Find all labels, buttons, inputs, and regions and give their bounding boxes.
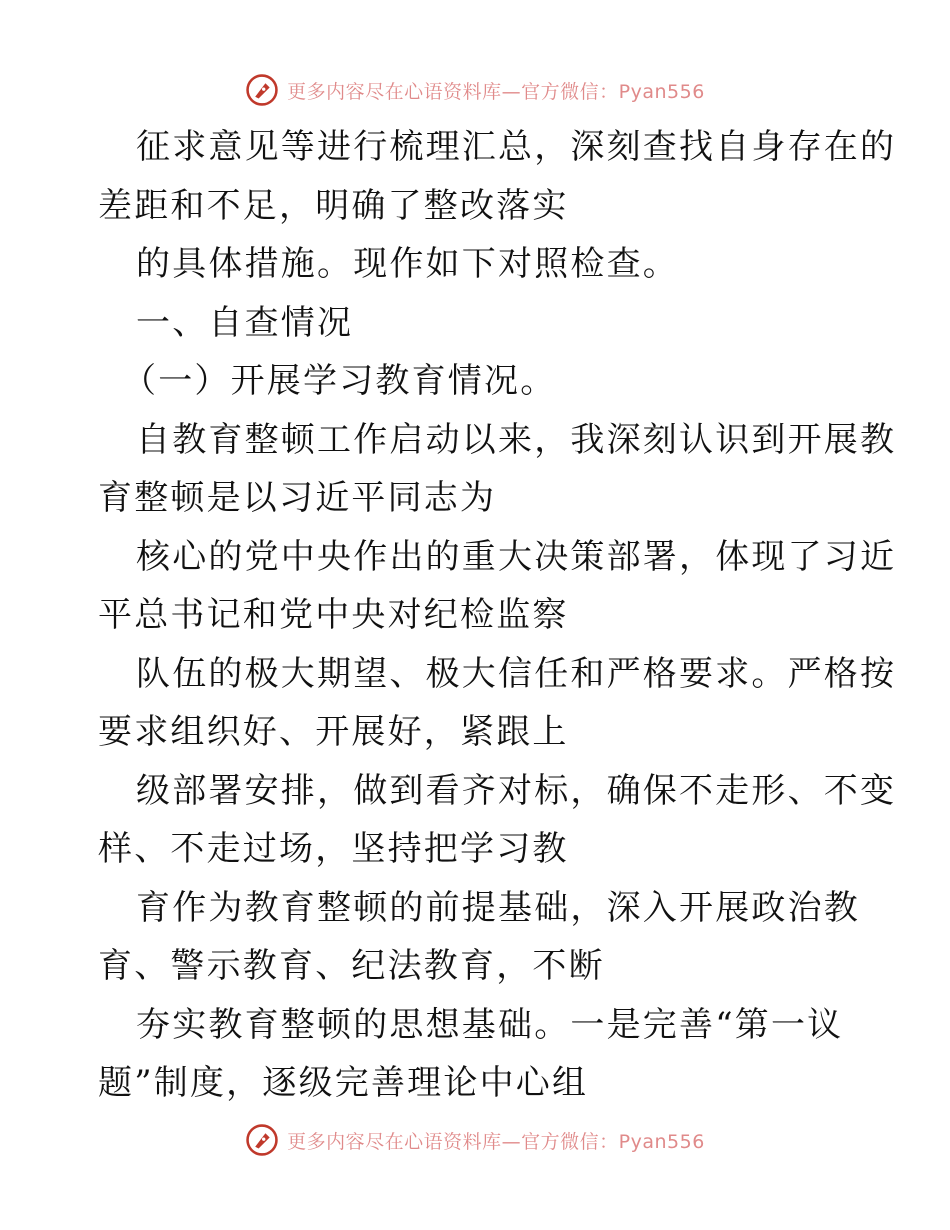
text-line: 育作为教育整顿的前提基础，深入开展政治教 bbox=[136, 887, 860, 928]
text-line: 育、警示教育、纪法教育，不断 bbox=[98, 946, 605, 986]
watermark-text: 更多内容尽在心语资料库—官方微信：Pyan556 bbox=[287, 80, 705, 103]
section-heading: 一、自查情况 bbox=[136, 302, 354, 343]
text-line: 的具体措施。现作如下对照检查。 bbox=[136, 244, 679, 284]
text-line: 核心的党中央作出的重大决策部署，体现了习近 bbox=[136, 536, 897, 577]
text-line: 平总书记和党中央对纪检监察 bbox=[98, 595, 569, 635]
text-line: 育整顿是以习近平同志为 bbox=[98, 478, 497, 518]
text-line: 要求组织好、开展好，紧跟上 bbox=[98, 712, 569, 752]
header-watermark bbox=[0, 68, 950, 112]
text-line: 样、不走过场，坚持把学习教 bbox=[98, 829, 569, 869]
watermark-text: 更多内容尽在心语资料库—官方微信：Pyan556 bbox=[287, 1130, 705, 1153]
pen-nib-circle-icon bbox=[245, 1123, 279, 1157]
text-line: 级部署安排，做到看齐对标，确保不走形、不变 bbox=[136, 770, 897, 811]
document-body bbox=[98, 118, 897, 1113]
text-line: 自教育整顿工作启动以来，我深刻认识到开展教 bbox=[136, 419, 897, 460]
text-line: 差距和不足，明确了整改落实 bbox=[98, 185, 569, 226]
pen-nib-circle-icon bbox=[245, 73, 279, 107]
text-line: 题”制度，逐级完善理论中心组 bbox=[98, 1063, 589, 1103]
footer-watermark bbox=[0, 1118, 950, 1162]
text-line: 征求意见等进行梳理汇总，深刻查找自身存在的 bbox=[136, 127, 897, 167]
text-line: 夯实教育整顿的思想基础。一是完善“第一议 bbox=[136, 1004, 844, 1045]
subsection-heading: （一）开展学习教育情况。 bbox=[122, 361, 557, 401]
text-line: 队伍的极大期望、极大信任和严格要求。严格按 bbox=[136, 653, 897, 694]
